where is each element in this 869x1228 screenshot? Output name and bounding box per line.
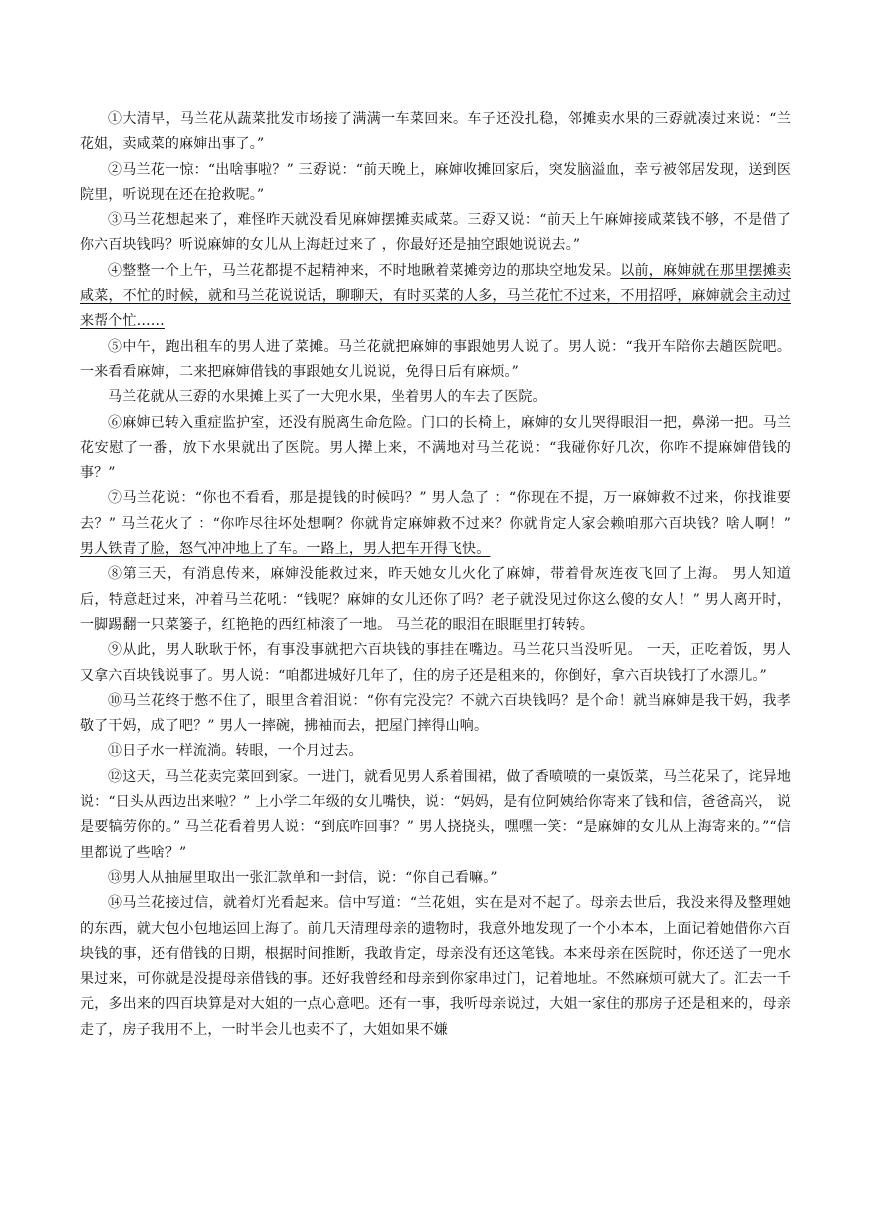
paragraph-p7 (80, 486, 791, 562)
paragraph-text: ⑨从此，男人耿耿于怀，有事没事就把六百块钱的事挂在嘴边。马兰花只当没听见。 一天，正吃着饭，男人又拿六百块钱说事了。男人说：“咱都进城好几年了，住的房子还是租来的，你倒好，拿六百块钱打了水漂儿。” (80, 642, 791, 684)
paragraph-text: ⑪日子水一样流淌。转眼，一个月过去。 (108, 743, 363, 760)
paragraph-p13 (80, 866, 791, 891)
paragraph-p1 (80, 107, 791, 158)
paragraph-text: 马兰花就从三孬的水果摊上买了一大兜水果，坐着男人的车去了医院。 (108, 389, 547, 406)
paragraph-p10 (80, 689, 791, 740)
paragraph-p4 (80, 259, 791, 335)
paragraph-text: ⑤中午，跑出租车的男人进了菜摊。马兰花就把麻婶的事跟她男人说了。男人说：“我开车陪你去趟医院吧。一来看看麻婶，二来把麻婶借钱的事跟她女儿说说，免得日后有麻烦。” (80, 338, 791, 380)
paragraph-p11 (80, 739, 791, 764)
paragraph-text: ④整整一个上午，马兰花都提不起精神来，不时地瞅着菜摊旁边的那块空地发呆。 (108, 262, 621, 279)
paragraph-text: ⑧第三天，有消息传来，麻婶没能救过来，昨天她女儿火化了麻婶，带着骨灰连夜飞回了上海。 男人知道后，特意赶过来，冲着马兰花吼：“钱呢？麻婶的女儿还你了吗？老子就没见过你这么傻的女人！” 男人离开时，一脚踢翻一只菜篓子，红艳艳的西红柿滚了一地。 马兰花的眼泪在眼眶里打转转。 (80, 566, 791, 633)
paragraph-text: ⑫这天，马兰花卖完菜回到家。一进门，就看见男人系着围裙，做了香喷喷的一桌饭菜，马兰花呆了，诧异地说：“日头从西边出来啦？” 上小学二年级的女儿嘴快，说：“妈妈，是有位阿姨给你寄来了钱和信，爸爸高兴， 说是要犒劳你的。” 马兰花看着男人说：“到底咋回事？” 男人挠挠头，嘿嘿一笑：“是麻婶的女儿从上海寄来的。”“信里都说了些啥？” (80, 768, 791, 861)
paragraph-p14 (80, 891, 791, 1043)
paragraph-text: ⑩马兰花终于憋不住了，眼里含着泪说：“你有完没完？不就六百块钱吗？是个命！就当麻婶是我干妈，我孝敬了干妈，成了吧？” 男人一摔碗，拂袖而去，把屋门摔得山响。 (80, 692, 791, 735)
article-body (80, 107, 791, 1043)
paragraph-text: ⑦马兰花说：“你也不看看，那是提钱的时候吗？” 男人急了 ：“你现在不提，万一麻婶救不过来，你找谁要去？” 马兰花火了 ：“你咋尽往坏处想啊？你就肯定麻婶救不过来？你就肯定人家会赖咱那六百块钱？啥人啊！” (80, 490, 791, 532)
paragraph-text: ①大清早，马兰花从蔬菜批发市场接了满满一车菜回来。车子还没扎稳，邻摊卖水果的三孬就凑过来说：“兰花姐，卖咸菜的麻婶出事了。” (80, 111, 791, 153)
paragraph-p2 (80, 158, 791, 209)
underlined-text: 男人铁青了脸，怒气冲冲地上了车。一路上，男人把车开得飞快。 (80, 541, 491, 558)
paragraph-p3 (80, 208, 791, 259)
paragraph-text: ⑭马兰花接过信，就着灯光看起来。信中写道：“兰花姐，实在是对不起了。母亲去世后，我没来得及整理她的东西，就大包小包地运回上海了。前几天清理母亲的遗物时，我意外地发现了一个小本本，上面记着她借你六百块钱的事，还有借钱的日期，根据时间推断，我敢肯定，母亲没有还这笔钱。本来母亲在医院时，你还送了一兜水果过来，可你就是没提母亲借钱的事。还好我曾经和母亲到你家串过门，记着地址。不然麻烦可就大了。汇去一千元，多出来的四百块算是对大姐的一点心意吧。还有一事，我听母亲说过，大姐一家住的那房子还是租来的，母亲走了，房子我用不上，一时半会儿也卖不了，大姐如果不嫌 (80, 895, 791, 1038)
paragraph-text: ⑥麻婶已转入重症监护室，还没有脱离生命危险。门口的长椅上，麻婶的女儿哭得眼泪一把，鼻涕一把。马兰花安慰了一番，放下水果就出了医院。男人撵上来，不满地对马兰花说：“我碰你好几次，你咋不提麻婶借钱的事？” (80, 414, 791, 482)
paragraph-text: ③马兰花想起来了，难怪昨天就没看见麻婶摆摊卖咸菜。三孬又说：“前天上午麻婶接咸菜钱不够，不是借了你六百块钱吗？听说麻婶的女儿从上海赶过来了 ，你最好还是抽空跟她说说去。” (80, 212, 791, 254)
paragraph-p5 (80, 335, 791, 386)
paragraph-p9 (80, 638, 791, 689)
underlined-text: 以前，麻婶就在那里摆摊卖咸菜，不忙的时候，就和马兰花说说话，聊聊天，有时买菜的人多，马兰花忙不过来，不用招呼，麻婶就会主动过来帮个忙…… (80, 262, 791, 330)
paragraph-p12 (80, 765, 791, 866)
paragraph-text: ②马兰花一惊：“出啥事啦？” 三孬说：“前天晚上，麻婶收摊回家后，突发脑溢血，幸亏被邻居发现，送到医院里，听说现在还在抢救呢。” (80, 161, 791, 203)
paragraph-p8 (80, 562, 791, 638)
paragraph-p6 (80, 411, 791, 487)
paragraph-text: ⑬男人从抽屉里取出一张汇款单和一封信，说：“你自己看嘛。” (108, 869, 498, 886)
paragraph-p5b (80, 385, 791, 410)
